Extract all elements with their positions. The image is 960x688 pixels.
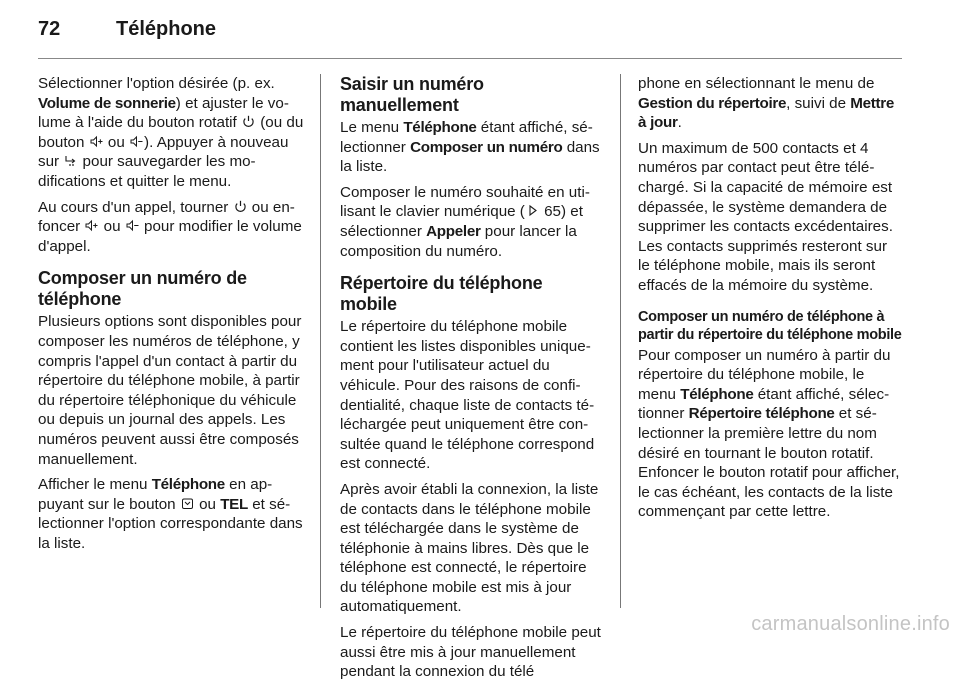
menu-term: Appeler xyxy=(426,222,481,240)
volume-up-icon xyxy=(85,219,98,232)
section-heading: Répertoire du téléphone mobile xyxy=(340,273,543,315)
menu-term: Téléphone xyxy=(403,119,477,136)
paragraph: phone en sélectionnant le menu de Gestion du répertoire, suivi de Mettre à jour. xyxy=(638,75,895,132)
back-return-icon xyxy=(64,154,77,167)
menu-term: Répertoire téléphone xyxy=(688,405,835,423)
paragraph: Pour composer un numéro à partir du répertoire du téléphone mobile, le menu Téléphone étant affiché, sélectionner Répertoire téléphone et sélectionner la première lettre du nom désiré en tournant le bouton rotatif. Enfoncer le bouton rotatif pour afficher, le cas échéant, les contacts de la liste commençant par cette lettre. xyxy=(638,346,900,521)
subsection-heading: Composer un numéro de téléphone à partir du répertoire du téléphone mobile xyxy=(638,308,902,343)
button-term: TEL xyxy=(220,495,248,513)
column-1 xyxy=(38,74,304,559)
page-number: 72 xyxy=(38,18,61,40)
section-heading: Saisir un numéro manuellement xyxy=(340,74,484,115)
menu-term: Mettre à jour xyxy=(638,94,895,132)
column-3 xyxy=(638,74,902,528)
paragraph: Au cours d'un appel, tourner ou enfoncer ou pour modifier le volume d'appel. xyxy=(38,198,302,255)
menu-term: Volume de sonnerie xyxy=(38,94,176,112)
page-reference-icon xyxy=(526,204,539,217)
rotary-knob-icon xyxy=(242,115,255,128)
watermark: carmanualsonline.info xyxy=(751,613,950,635)
chapter-title: Téléphone xyxy=(116,18,217,40)
page-header xyxy=(38,18,216,48)
menu-term: Composer un numéro xyxy=(410,138,563,156)
paragraph: Composer le numéro souhaité en utilisant le clavier numérique ( 65) et sélectionner Appeler pour lancer la composition du numéro. xyxy=(340,183,590,260)
column-2 xyxy=(340,74,604,688)
paragraph: Le menu Téléphone étant affiché, sélectionner Composer un numéro dans la liste. xyxy=(340,119,600,176)
menu-term: Téléphone xyxy=(680,385,754,403)
header-divider xyxy=(38,58,902,59)
volume-up-icon xyxy=(90,135,103,148)
paragraph: Le répertoire du téléphone mobile contient les listes disponibles uniquement pour l'utilisateur actuel du véhicule. Pour des raisons de confidentialité, chaque liste de contacts téléchargée peut uniquement être consultée quand le téléphone correspond est connecté. xyxy=(340,318,595,473)
menu-term: Gestion du répertoire xyxy=(638,94,787,112)
paragraph: Un maximum de 500 contacts et 4 numéros par contact peut être téléchargé. Si la capacité de mémoire est dépassée, le système demandera de supprimer les contacts excédentaires. Les contacts supprimés resteront sur le téléphone mobile, mais ils seront effacés de la mémoire du système. xyxy=(638,139,893,294)
paragraph: Afficher le menu Téléphone en appuyant sur le bouton ou TEL et sélectionner l'option correspondante dans la liste. xyxy=(38,476,303,552)
paragraph: Le répertoire du téléphone mobile peut aussi être mis à jour manuellement pendant la connexion du télé xyxy=(340,624,601,681)
rotary-knob-icon xyxy=(234,200,247,213)
paragraph: Plusieurs options sont disponibles pour composer les numéros de téléphone, y compris l'appel d'un contact à partir du répertoire du téléphone mobile, à partir du répertoire téléphonique du véhicule ou depuis un journal des appels. Les numéros peuvent aussi être composés manuellement. xyxy=(38,313,302,468)
volume-down-icon xyxy=(130,135,143,148)
section-heading: Composer un numéro de téléphone xyxy=(38,268,247,310)
phone-button-icon xyxy=(181,497,194,510)
volume-down-icon xyxy=(126,219,139,232)
paragraph: Après avoir établi la connexion, la liste de contacts dans le téléphone mobile est téléchargée dans le système de téléphonie à mains libres. Dès que le téléphone est connecté, le répertoire du téléphone mobile est mis à jour automatiquement. xyxy=(340,480,599,616)
column-divider xyxy=(620,74,621,608)
column-divider xyxy=(320,74,321,608)
menu-term: Téléphone xyxy=(151,476,225,494)
paragraph: Sélectionner l'option désirée (p. ex. Volume de sonnerie) et ajuster le volume à l'aide du bouton rotatif (ou du bouton ou ). Appuyer à nouveau sur pour sauvegarder les modifications et quitter le menu. xyxy=(38,75,304,190)
